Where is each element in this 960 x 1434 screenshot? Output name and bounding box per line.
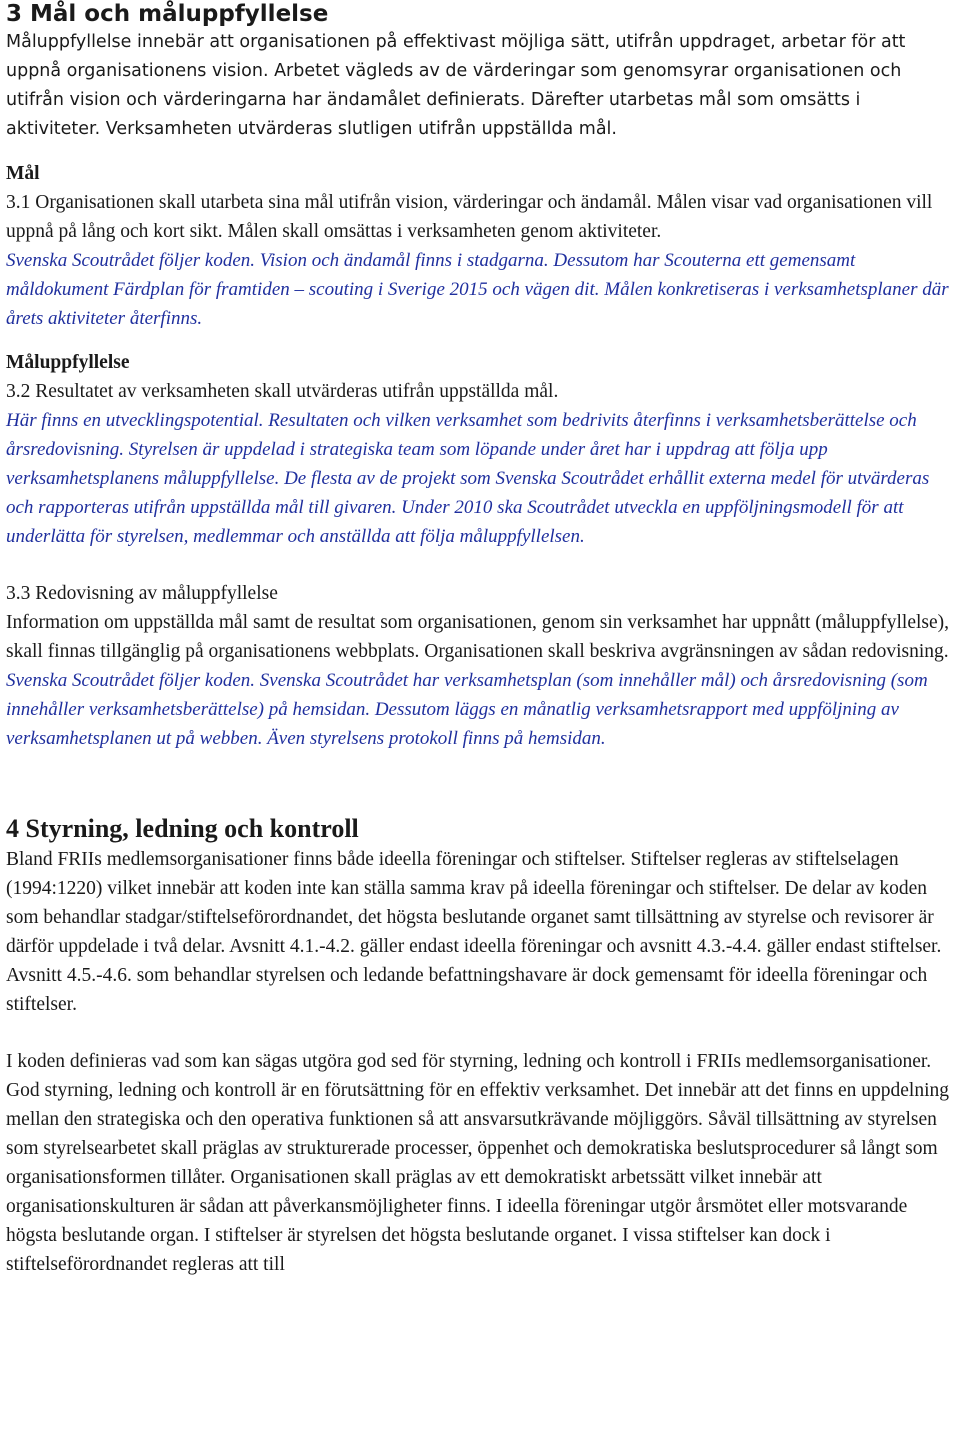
mal-comment: Svenska Scoutrådet följer koden. Vision och ändamål finns i stadgarna. Dessutom har Scouterna ett gemensamt måldokument Färdplan för framtiden – scouting i Sverige 2015 och vägen dit. Målen konkretiseras i verksamhetsplaner där årets aktiviteter återfinns.: [6, 250, 949, 329]
maluppfyllelse-heading: Måluppfyllelse: [6, 352, 130, 373]
section-4-paragraph-1: Bland FRIIs medlemsorganisationer finns både ideella föreningar och stiftelser. Stiftelser regleras av stiftelselagen (1994:1220) vilket innebär att koden inte kan ställa samma krav på ideella föreningar och stiftelser. De delar av koden som behandlar stadgar/stiftelseförordnandet, det högsta beslutande organet samt tillsättning av styrelse och revisorer är därför uppdelade i två delar. Avsnitt 4.1.-4.2. gäller endast ideella föreningar och avsnitt 4.3.-4.4. gäller endast stiftelser. Avsnitt 4.5.-4.6. som behandlar styrelsen och ledande befattningshavare är dock gemensamt för ideella föreningar och stiftelser.: [6, 849, 942, 1015]
maluppfyllelse-comment: Här finns en utvecklingspotential. Resultaten och vilken verksamhet som bedrivits återfinns i verksamhetsberättelse och årsredovisning. Styrelsen är uppdelad i strategiska team som löpande under året har i uppdrag att följa upp verksamhetsplanens måluppfyllelse. De flesta av de projekt som Svenska Scoutrådet erhållit externa medel för utvärderas och rapporteras utifrån uppställda mål till givaren. Under 2010 ska Scoutrådet utveckla en uppföljningsmodell för att underlätta för styrelsen, medlemmar och anställda att följa måluppfyllelsen.: [6, 410, 930, 547]
section-4-paragraph-2: I koden definieras vad som kan sägas utgöra god sed för styrning, ledning och kontroll i FRIIs medlemsorganisationer. God styrning, ledning och kontroll är en förutsättning för en effektiv verksamhet. Det innebär att det finns en uppdelning mellan den strategiska och den operativa funktionen så att ansvarsutkrävande möjliggörs. Såväl tillsättning av styrelsen som styrelsearbetet skall präglas av strukturerade processer, öppenhet och demokratiska beslutsprocedurer så långt som organisationsformen tillåter. Organisationen skall präglas av ett demokratiskt arbetssätt vilket innebär att organisationskulturen är sådan att påverkansmöjligheter finns. I ideella föreningar utgör årsmötet eller motsvarande högsta beslutande organ. I stiftelser är styrelsen det högsta beslutande organet. I vissa stiftelser kan dock i stiftelseförordnandet regleras att till: [6, 1051, 949, 1275]
mal-rule: 3.1 Organisationen skall utarbeta sina mål utifrån vision, värderingar och ändamål. Målen visar vad organisationen vill uppnå på lång och kort sikt. Målen skall omsättas i verksamheten genom aktiviteter.: [6, 192, 933, 242]
section-3-intro: Måluppfyllelse innebär att organisationen på effektivast möjliga sätt, utifrån uppdraget, arbetar för att uppnå organisationens vision. Arbetet vägleds av de värderingar som genomsyrar organisationen och utifrån vision och värderingarna har ändamålet definierats. Därefter utarbetas mål som omsätts i aktiviteter. Verksamheten utvärderas slutligen utifrån uppställda mål.: [6, 32, 906, 139]
mal-heading: Mål: [6, 163, 40, 184]
redovisning-comment: Svenska Scoutrådet följer koden. Svenska Scoutrådet har verksamhetsplan (som innehåller mål) och årsredovisning (som innehåller verksamhetsberättelse) på hemsidan. Dessutom läggs en månatlig verksamhetsrapport med uppföljning av verksamhetsplanen ut på webben. Även styrelsens protokoll finns på hemsidan.: [6, 670, 928, 749]
section-4-heading: 4 Styrning, ledning och kontroll: [6, 814, 359, 843]
redovisning-heading: 3.3 Redovisning av måluppfyllelse: [6, 583, 278, 604]
section-3-heading: 3 Mål och måluppfyllelse: [6, 1, 329, 27]
maluppfyllelse-rule: 3.2 Resultatet av verksamheten skall utvärderas utifrån uppställda mål.: [6, 381, 559, 402]
redovisning-rule: Information om uppställda mål samt de resultat som organisationen, genom sin verksamhet har uppnått (måluppfyllelse), skall finnas tillgänglig på organisationens webbplats. Organisationen skall beskriva avgränsningen av sådan redovisning.: [6, 612, 950, 662]
